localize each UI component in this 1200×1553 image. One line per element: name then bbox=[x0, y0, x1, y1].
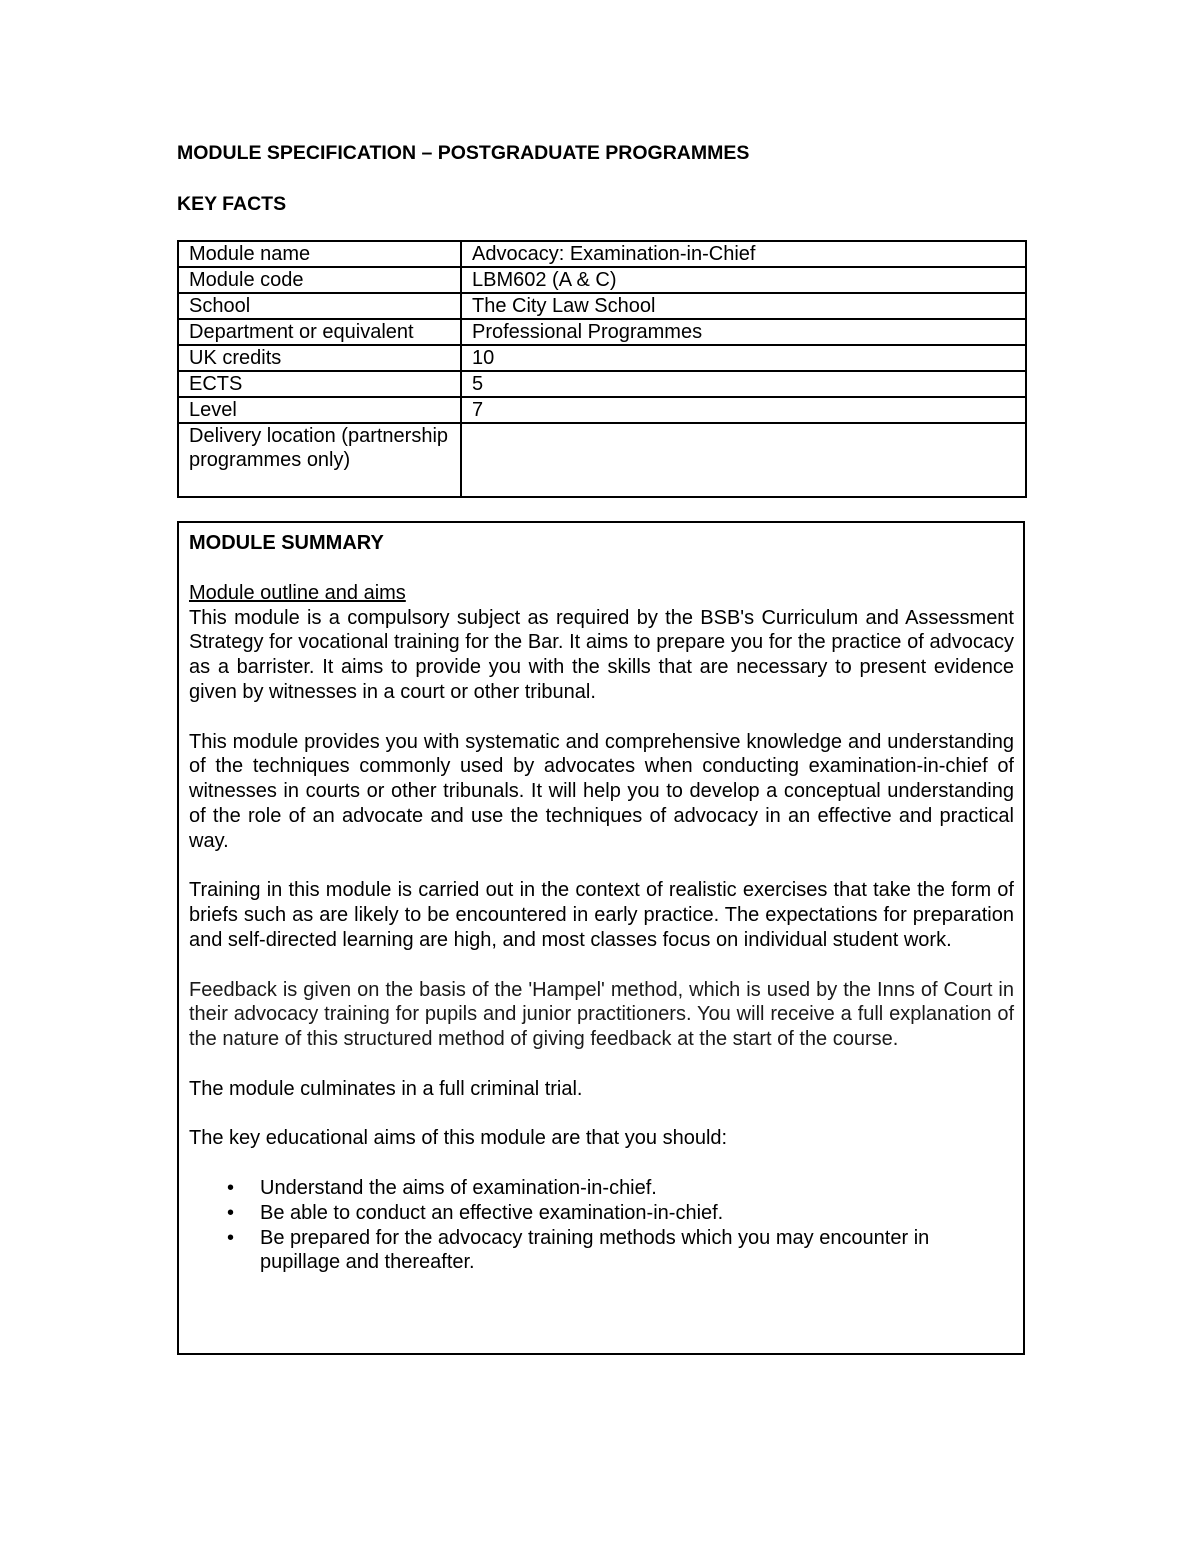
table-row bbox=[178, 423, 1026, 497]
aim-text: Be able to conduct an effective examination-in-chief. bbox=[260, 1201, 724, 1224]
table-row bbox=[178, 293, 1026, 319]
bullet-icon: • bbox=[227, 1201, 235, 1224]
bullet-icon: • bbox=[227, 1176, 235, 1199]
table-row bbox=[178, 241, 1026, 267]
summary-paragraph: Training in this module is carried out in the context of realistic exercises that take the form of briefs such as are likely to be encountered in early practice. The expectations for preparation and self-directed learning are high, and most classes focus on individual student work. bbox=[189, 879, 1014, 951]
table-row bbox=[178, 345, 1026, 371]
summary-paragraph: Feedback is given on the basis of the 'Hampel' method, which is used by the Inns of Court in their advocacy training for pupils and junior practitioners. You will receive a full explanation of the nature of this structured method of giving feedback at the start of the course. bbox=[189, 978, 1014, 1051]
key-facts-value: LBM602 (A & C) bbox=[461, 267, 1026, 293]
module-summary-content bbox=[189, 531, 1014, 1275]
table-row bbox=[178, 319, 1026, 345]
key-facts-value: 7 bbox=[461, 397, 1026, 423]
key-facts-value: The City Law School bbox=[461, 293, 1026, 319]
list-item bbox=[189, 1226, 1014, 1276]
key-facts-value: Advocacy: Examination-in-Chief bbox=[461, 241, 1026, 267]
key-facts-label: UK credits bbox=[178, 345, 461, 371]
document-title: MODULE SPECIFICATION – POSTGRADUATE PROGRAMMES bbox=[177, 142, 750, 164]
module-summary-box bbox=[177, 521, 1025, 1355]
key-facts-label: Module name bbox=[178, 241, 461, 267]
key-facts-label: Module code bbox=[178, 267, 461, 293]
summary-paragraph: The key educational aims of this module are that you should: bbox=[189, 1127, 728, 1150]
table-row bbox=[178, 267, 1026, 293]
list-item bbox=[189, 1201, 1014, 1226]
bullet-icon: • bbox=[227, 1226, 235, 1249]
module-outline-heading: Module outline and aims bbox=[189, 581, 406, 604]
key-facts-value: Professional Programmes bbox=[461, 319, 1026, 345]
aim-text: Understand the aims of examination-in-chief. bbox=[260, 1176, 657, 1199]
list-item bbox=[189, 1176, 1014, 1201]
table-row bbox=[178, 397, 1026, 423]
summary-paragraph: The module culminates in a full criminal trial. bbox=[189, 1077, 583, 1100]
key-facts-label: Level bbox=[178, 397, 461, 423]
key-facts-table bbox=[177, 240, 1027, 498]
aims-list bbox=[189, 1176, 1014, 1275]
key-facts-heading: KEY FACTS bbox=[177, 193, 287, 215]
summary-paragraph: This module is a compulsory subject as required by the BSB's Curriculum and Assessment Strategy for vocational training for the Bar. It aims to prepare you for the practice of advocacy as a barrister. It aims to provide you with the skills that are necessary to present evidence given by witnesses in a court or other tribunal. bbox=[189, 606, 1014, 703]
summary-paragraph: This module provides you with systematic and comprehensive knowledge and understanding of the techniques commonly used by advocates when conducting examination-in-chief of witnesses in courts or other tribunals. It will help you to develop a conceptual understanding of the role of an advocate and use the techniques of advocacy in an effective and practical way. bbox=[189, 730, 1014, 852]
key-facts-label: Department or equivalent bbox=[178, 319, 461, 345]
key-facts-value: 5 bbox=[461, 371, 1026, 397]
module-summary-heading: MODULE SUMMARY bbox=[189, 532, 384, 554]
key-facts-label: ECTS bbox=[178, 371, 461, 397]
key-facts-value bbox=[461, 423, 1026, 497]
key-facts-label: Delivery location (partnership programmes only) bbox=[178, 423, 461, 497]
aim-text: Be prepared for the advocacy training methods which you may encounter in pupillage and thereafter. bbox=[260, 1226, 930, 1274]
key-facts-label: School bbox=[178, 293, 461, 319]
key-facts-value: 10 bbox=[461, 345, 1026, 371]
table-row bbox=[178, 371, 1026, 397]
